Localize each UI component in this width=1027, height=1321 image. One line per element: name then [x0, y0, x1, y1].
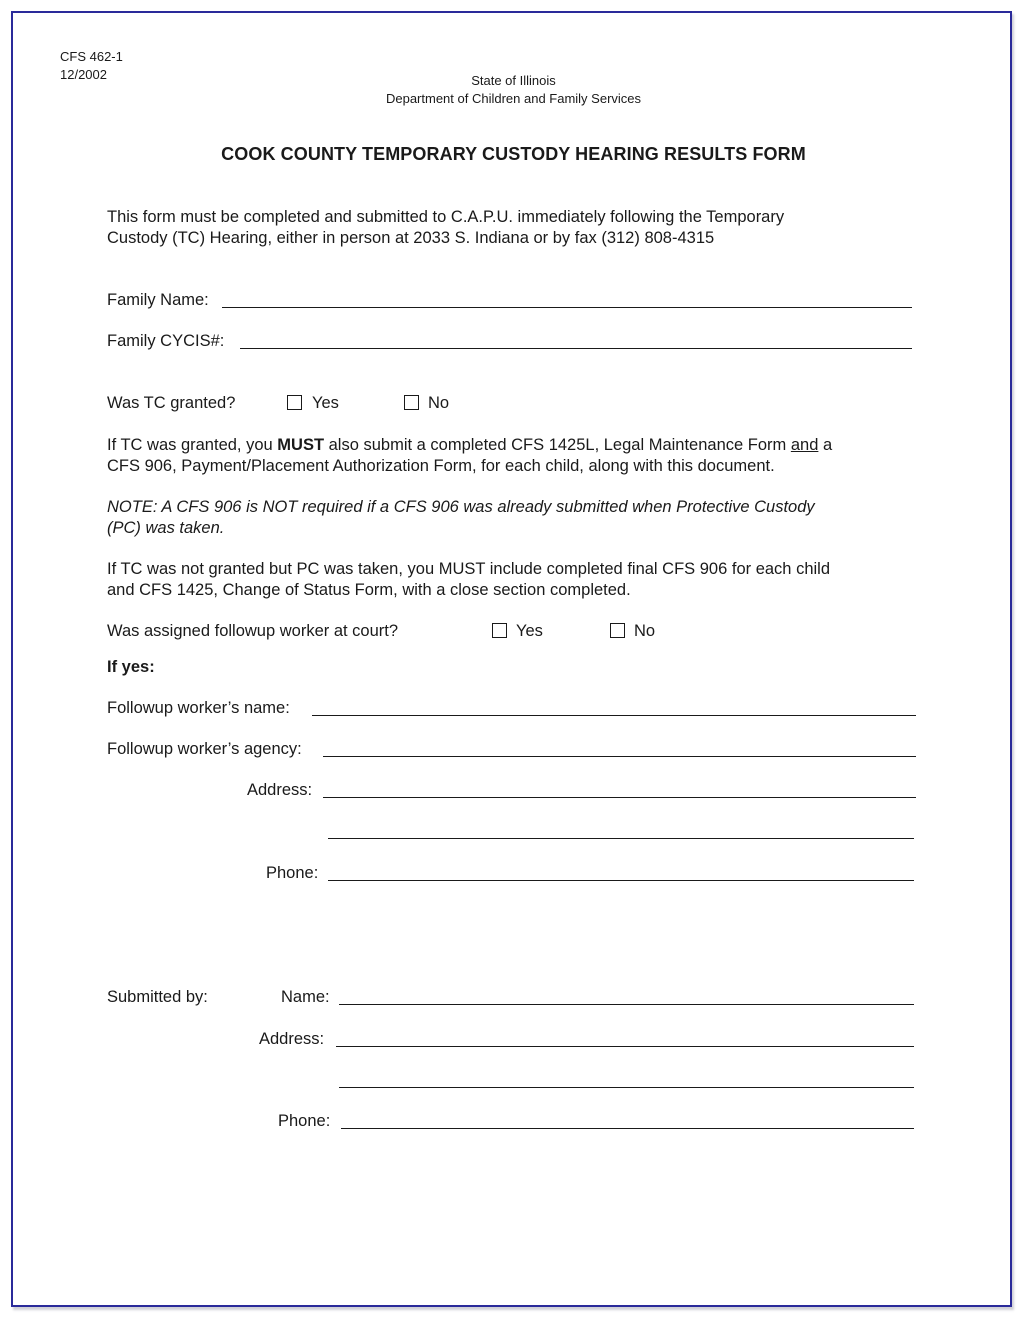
submitted-phone-label: Phone: — [278, 1112, 331, 1130]
submitted-address-field-1[interactable] — [336, 1046, 914, 1047]
followup-agency-field[interactable] — [323, 756, 916, 757]
followup-address-label: Address: — [247, 781, 313, 799]
tc-granted-yes-label: Yes — [312, 394, 339, 412]
family-cycis-field[interactable] — [240, 348, 912, 349]
followup-no-checkbox[interactable] — [610, 623, 625, 638]
department-name: Department of Children and Family Services — [385, 91, 642, 106]
page-frame — [11, 11, 1012, 1307]
intro-line-2: Custody (TC) Hearing, either in person at 2033 S. Indiana or by fax (312) 808-4315 — [107, 229, 715, 247]
if-yes-heading: If yes: — [107, 658, 155, 676]
followup-name-label: Followup worker’s name: — [107, 699, 290, 717]
state-name: State of Illinois — [471, 73, 556, 88]
submitted-phone-field[interactable] — [341, 1128, 914, 1129]
followup-phone-label: Phone: — [266, 864, 319, 882]
submitted-by-label: Submitted by: — [107, 988, 208, 1006]
submitted-name-field[interactable] — [339, 1004, 914, 1005]
followup-address-field-2[interactable] — [328, 838, 914, 839]
followup-yes-checkbox[interactable] — [492, 623, 507, 638]
followup-yes-label: Yes — [516, 622, 543, 640]
if-granted-line-1: If TC was granted, you MUST also submit a completed CFS 1425L, Legal Maintenance Form and a — [107, 436, 833, 454]
tc-granted-no-label: No — [428, 394, 450, 412]
followup-phone-field[interactable] — [328, 880, 914, 881]
followup-name-field[interactable] — [312, 715, 916, 716]
submitted-name-label: Name: — [281, 988, 330, 1006]
followup-address-field-1[interactable] — [323, 797, 916, 798]
followup-question: Was assigned followup worker at court? — [107, 622, 399, 640]
intro-line-1: This form must be completed and submitted to C.A.P.U. immediately following the Temporary — [107, 208, 785, 226]
tc-granted-yes-checkbox[interactable] — [287, 395, 302, 410]
note-line-1: NOTE: A CFS 906 is NOT required if a CFS 906 was already submitted when Protective Custody — [107, 498, 815, 516]
note-line-2: (PC) was taken. — [107, 519, 225, 537]
not-granted-line-2: and CFS 1425, Change of Status Form, with a close section completed. — [107, 581, 631, 599]
family-cycis-label: Family CYCIS#: — [107, 332, 225, 350]
form-date: 12/2002 — [60, 67, 107, 82]
submitted-address-label: Address: — [259, 1030, 325, 1048]
family-name-field[interactable] — [222, 307, 912, 308]
not-granted-line-1: If TC was not granted but PC was taken, you MUST include completed final CFS 906 for each child — [107, 560, 831, 578]
tc-granted-no-checkbox[interactable] — [404, 395, 419, 410]
submitted-address-field-2[interactable] — [339, 1087, 914, 1088]
followup-no-label: No — [634, 622, 656, 640]
tc-granted-question: Was TC granted? — [107, 394, 236, 412]
form-number: CFS 462-1 — [60, 49, 123, 64]
followup-agency-label: Followup worker’s agency: — [107, 740, 302, 758]
form-title: COOK COUNTY TEMPORARY CUSTODY HEARING RESULTS FORM — [221, 144, 806, 164]
if-granted-line-2: CFS 906, Payment/Placement Authorization Form, for each child, along with this document. — [107, 457, 775, 475]
family-name-label: Family Name: — [107, 291, 209, 309]
